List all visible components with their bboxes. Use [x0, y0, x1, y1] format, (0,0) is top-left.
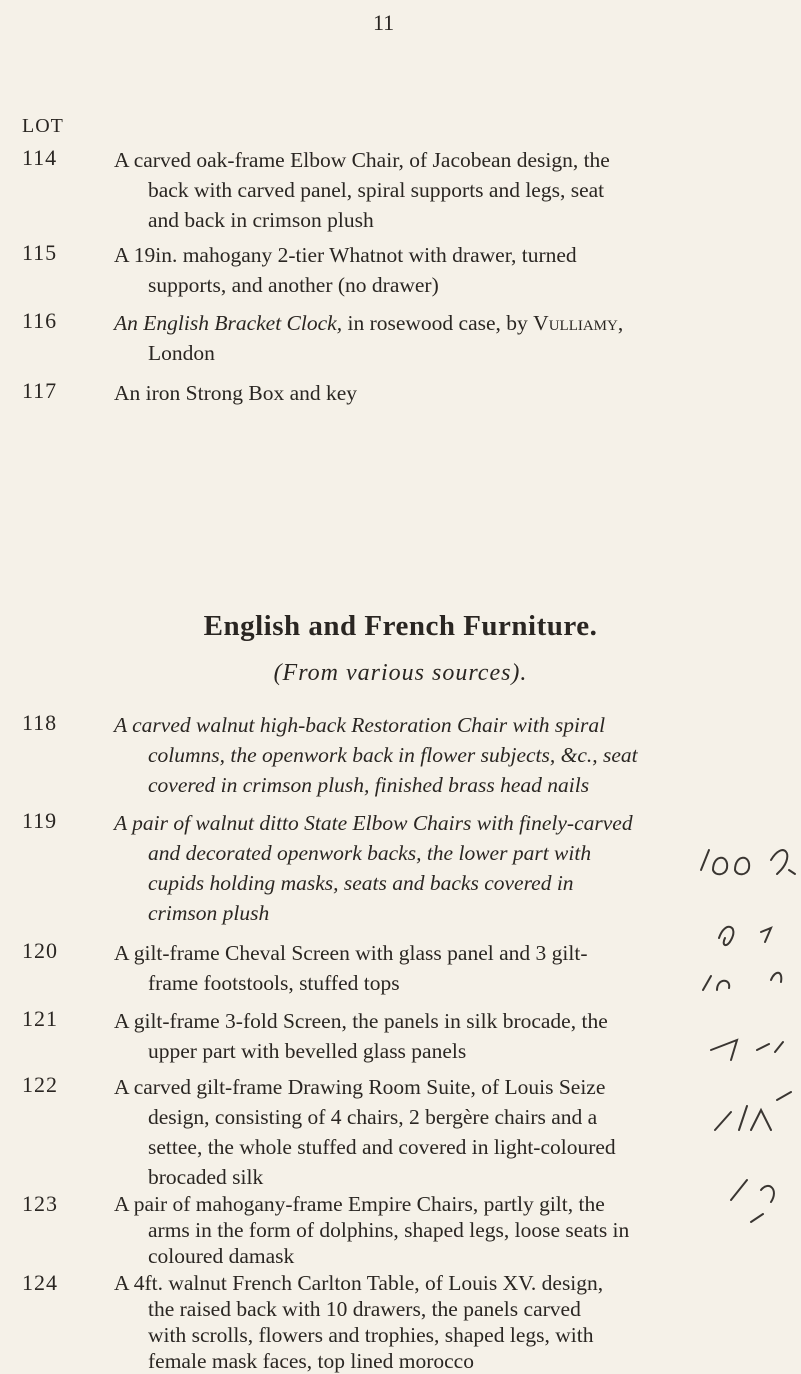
lot-description	[114, 240, 781, 300]
lot-line: A carved oak-frame Elbow Chair, of Jacobean design, the	[114, 148, 610, 172]
page-number: 11	[373, 10, 395, 35]
lot-description	[114, 1270, 781, 1374]
lot-column-header: LOT	[22, 115, 64, 137]
lot-description	[114, 1191, 781, 1269]
lot-entry	[22, 1191, 781, 1269]
lot-entry	[22, 308, 781, 368]
lot-line: brocaded silk	[148, 1165, 264, 1189]
lot-entry	[22, 808, 781, 928]
lot-line: A 4ft. walnut French Carlton Table, of Louis XV. design,	[114, 1271, 604, 1295]
lot-description	[114, 808, 781, 928]
lot-line: the raised back with 10 drawers, the panels carved	[148, 1297, 581, 1321]
lot-line: upper part with bevelled glass panels	[148, 1039, 467, 1063]
lot-number: 123	[22, 1191, 58, 1216]
lot-number: 118	[22, 710, 58, 735]
lot-line: arms in the form of dolphins, shaped legs, loose seats in	[148, 1218, 630, 1242]
lot-entry	[22, 1006, 781, 1066]
lot-line: female mask faces, top lined morocco	[148, 1349, 474, 1373]
lot-number: 124	[22, 1270, 58, 1295]
lot-description	[114, 710, 781, 800]
lot-entry	[22, 1270, 781, 1374]
lot-line: A 19in. mahogany 2-tier Whatnot with drawer, turned	[114, 243, 577, 267]
lot-line: back with carved panel, spiral supports and legs, seat	[148, 178, 605, 202]
lot-line: and back in crimson plush	[148, 208, 374, 232]
lot-number: 120	[22, 938, 58, 963]
lot-number: 119	[22, 808, 58, 833]
lot-line: with scrolls, flowers and trophies, shaped legs, with	[148, 1323, 594, 1347]
section-subheading: (From various sources).	[273, 660, 528, 686]
lot-line: A carved gilt-frame Drawing Room Suite, of Louis Seize	[114, 1075, 606, 1099]
lot-line: An iron Strong Box and key	[114, 381, 358, 405]
handwritten-annotations	[691, 830, 801, 1250]
lot-entry	[22, 938, 781, 998]
lot-entry	[22, 710, 781, 800]
lot-line: A pair of mahogany-frame Empire Chairs, partly gilt, the	[114, 1192, 605, 1216]
lot-line: coloured damask	[148, 1244, 295, 1268]
lot-line: A carved walnut high-back Restoration Chair with spiral	[114, 713, 606, 737]
lot-number: 115	[22, 240, 58, 265]
lot-line: settee, the whole stuffed and covered in light-coloured	[148, 1135, 616, 1159]
lot-line: columns, the openwork back in flower subjects, &c., seat	[148, 743, 638, 767]
lot-line: A gilt-frame Cheval Screen with glass panel and 3 gilt-	[114, 941, 588, 965]
lot-description	[114, 378, 781, 408]
lot-description	[114, 938, 781, 998]
lot-description	[114, 1072, 781, 1192]
lot-entry	[22, 378, 781, 408]
lot-number: 116	[22, 308, 58, 333]
lot-line: covered in crimson plush, finished brass head nails	[148, 773, 590, 797]
lot-entry	[22, 145, 781, 235]
lot-line: A gilt-frame 3-fold Screen, the panels in silk brocade, the	[114, 1009, 608, 1033]
lot-line: and decorated openwork backs, the lower part with	[148, 841, 592, 865]
lot-line: supports, and another (no drawer)	[148, 273, 439, 297]
lot-number: 117	[22, 378, 58, 403]
lot-description	[114, 308, 781, 368]
lot-entry	[22, 240, 781, 300]
lot-number: 122	[22, 1072, 58, 1097]
lot-entry	[22, 1072, 781, 1192]
lot-line: design, consisting of 4 chairs, 2 bergère chairs and a	[148, 1105, 598, 1129]
lot-line: An English Bracket Clock,	[114, 311, 348, 335]
section-heading: English and French Furniture.	[203, 610, 598, 642]
lot-number: 114	[22, 145, 58, 170]
lot-line: frame footstools, stuffed tops	[148, 971, 400, 995]
lot-line: A pair of walnut ditto State Elbow Chairs with finely-carved	[114, 811, 633, 835]
lot-number: 121	[22, 1006, 58, 1031]
lot-line-rest: in rosewood case, by Vulliamy,	[347, 311, 624, 335]
lot-line: crimson plush	[148, 901, 270, 925]
lot-description	[114, 145, 781, 235]
lot-line: cupids holding masks, seats and backs covered in	[148, 871, 574, 895]
lot-line: London	[148, 341, 215, 365]
lot-description	[114, 1006, 781, 1066]
